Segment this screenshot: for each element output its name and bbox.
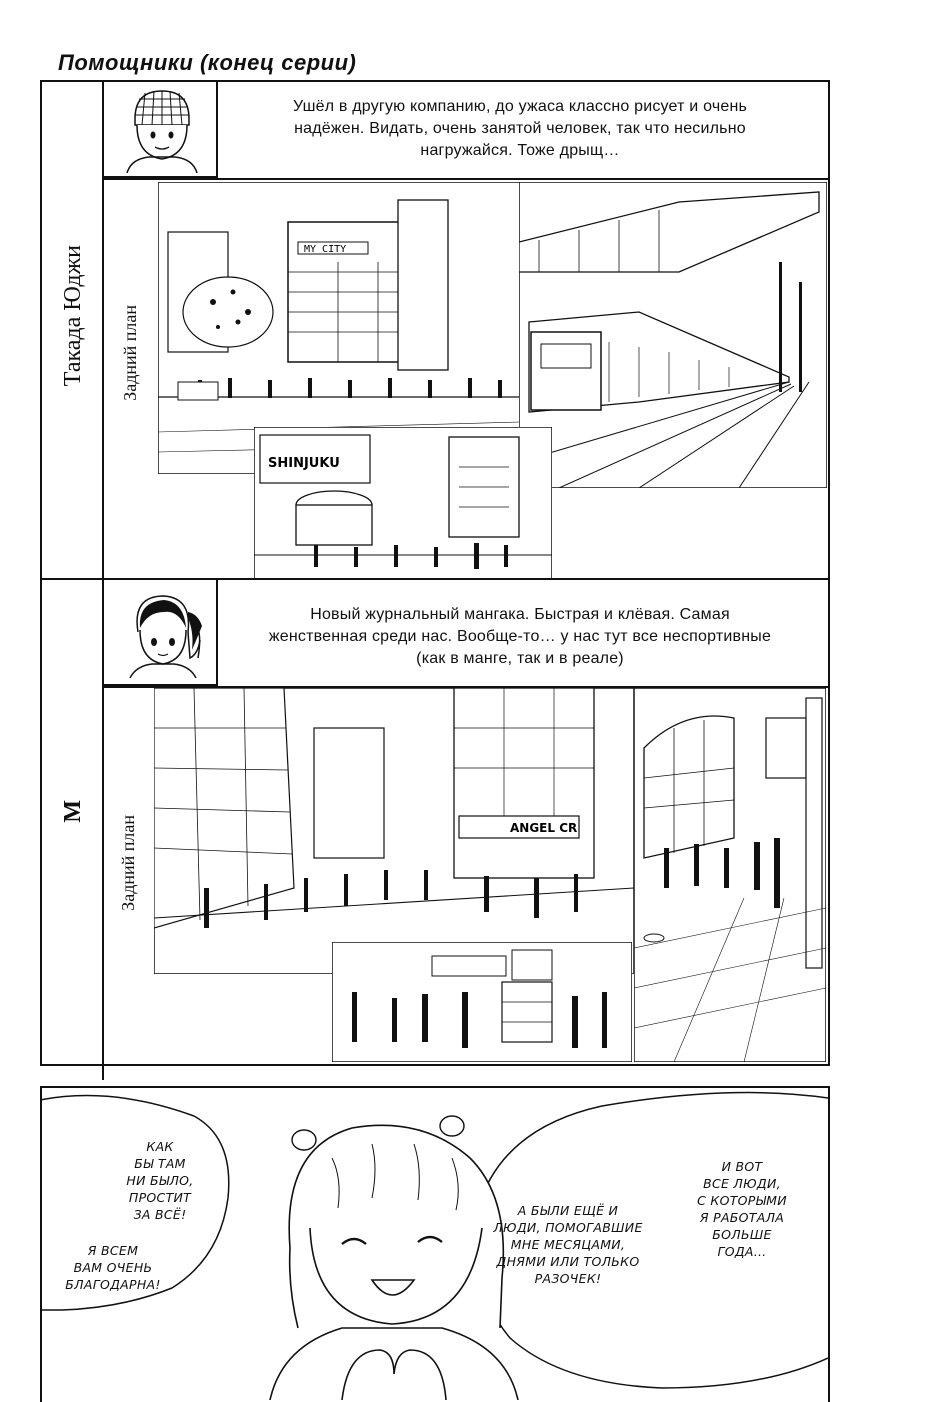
avatar-m xyxy=(118,588,208,678)
background-art-station xyxy=(519,182,827,488)
speech-bubble-year xyxy=(682,1158,802,1260)
bubble-line: БЫ ТАМ xyxy=(134,1156,186,1171)
background-art-shopfront xyxy=(332,942,632,1062)
page-title: Помощники (конец серии) xyxy=(58,50,357,75)
mycity-sign: MY CITY xyxy=(304,244,347,255)
background-art-crossing xyxy=(254,427,552,579)
section-label: Задний план xyxy=(120,305,140,401)
bubble-line: А БЫЛИ ЕЩЁ И xyxy=(517,1203,619,1218)
bubble-line: С КОТОРЫМИ xyxy=(697,1193,787,1208)
bubble-line: БЛАГОДАРНА! xyxy=(65,1277,161,1292)
background-art-street xyxy=(154,688,634,974)
bubble-line: ГОДА… xyxy=(717,1244,767,1259)
description-line: нагружайся. Тоже дрыщ… xyxy=(420,142,620,159)
bubble-line: НИ БЫЛО, xyxy=(126,1173,194,1188)
background-art-plaza xyxy=(634,688,826,1062)
bubble-line: ЛЮДИ, ПОМОГАВШИЕ xyxy=(493,1220,643,1235)
bubble-line: ПРОСТИТ xyxy=(128,1190,192,1205)
speech-bubble-helpers xyxy=(488,1202,648,1287)
description-line: Ушёл в другую компанию, до ужаса классно рисует и очень xyxy=(292,98,748,115)
bubble-line: Я ВСЕМ xyxy=(87,1243,139,1258)
assistant-name: Такада Юджи xyxy=(60,245,86,387)
assistant-name: М xyxy=(60,800,86,823)
bubble-line: КАК xyxy=(146,1139,174,1154)
speech-bubble-forgive xyxy=(110,1138,210,1223)
bubble-line: БОЛЬШЕ xyxy=(712,1227,772,1242)
section-label: Задний план xyxy=(118,815,138,911)
description-line: Новый журнальный мангака. Быстрая и клёвая. Самая xyxy=(310,606,730,623)
description-line: женственная среди нас. Вообще-то… у нас тут все неспортивные xyxy=(268,628,772,645)
bubble-line: РАЗОЧЕК! xyxy=(534,1271,602,1286)
bubble-line: ДНЯМИ ИЛИ ТОЛЬКО xyxy=(496,1254,640,1269)
assistant-description xyxy=(220,604,820,670)
bubble-line: Я РАБОТАЛА xyxy=(699,1210,785,1225)
bubble-line: ЗА ВСЁ! xyxy=(133,1207,187,1222)
description-line: надёжен. Видать, очень занятой человек, так что несильно xyxy=(294,120,746,137)
shinjuku-sign: SHINJUKU xyxy=(268,456,340,471)
bubble-line: ВСЕ ЛЮДИ, xyxy=(703,1176,781,1191)
speech-bubble-thanks xyxy=(48,1242,178,1293)
avatar-takada xyxy=(117,85,207,173)
angel-sign: ANGEL CR xyxy=(510,821,578,835)
bubble-line: ВАМ ОЧЕНЬ xyxy=(73,1260,153,1275)
bubble-line: МНЕ МЕСЯЦАМИ, xyxy=(510,1237,626,1252)
bubble-line: И ВОТ xyxy=(721,1159,763,1174)
description-line: (как в манге, так и в реале) xyxy=(416,650,624,667)
assistant-description xyxy=(220,96,820,162)
